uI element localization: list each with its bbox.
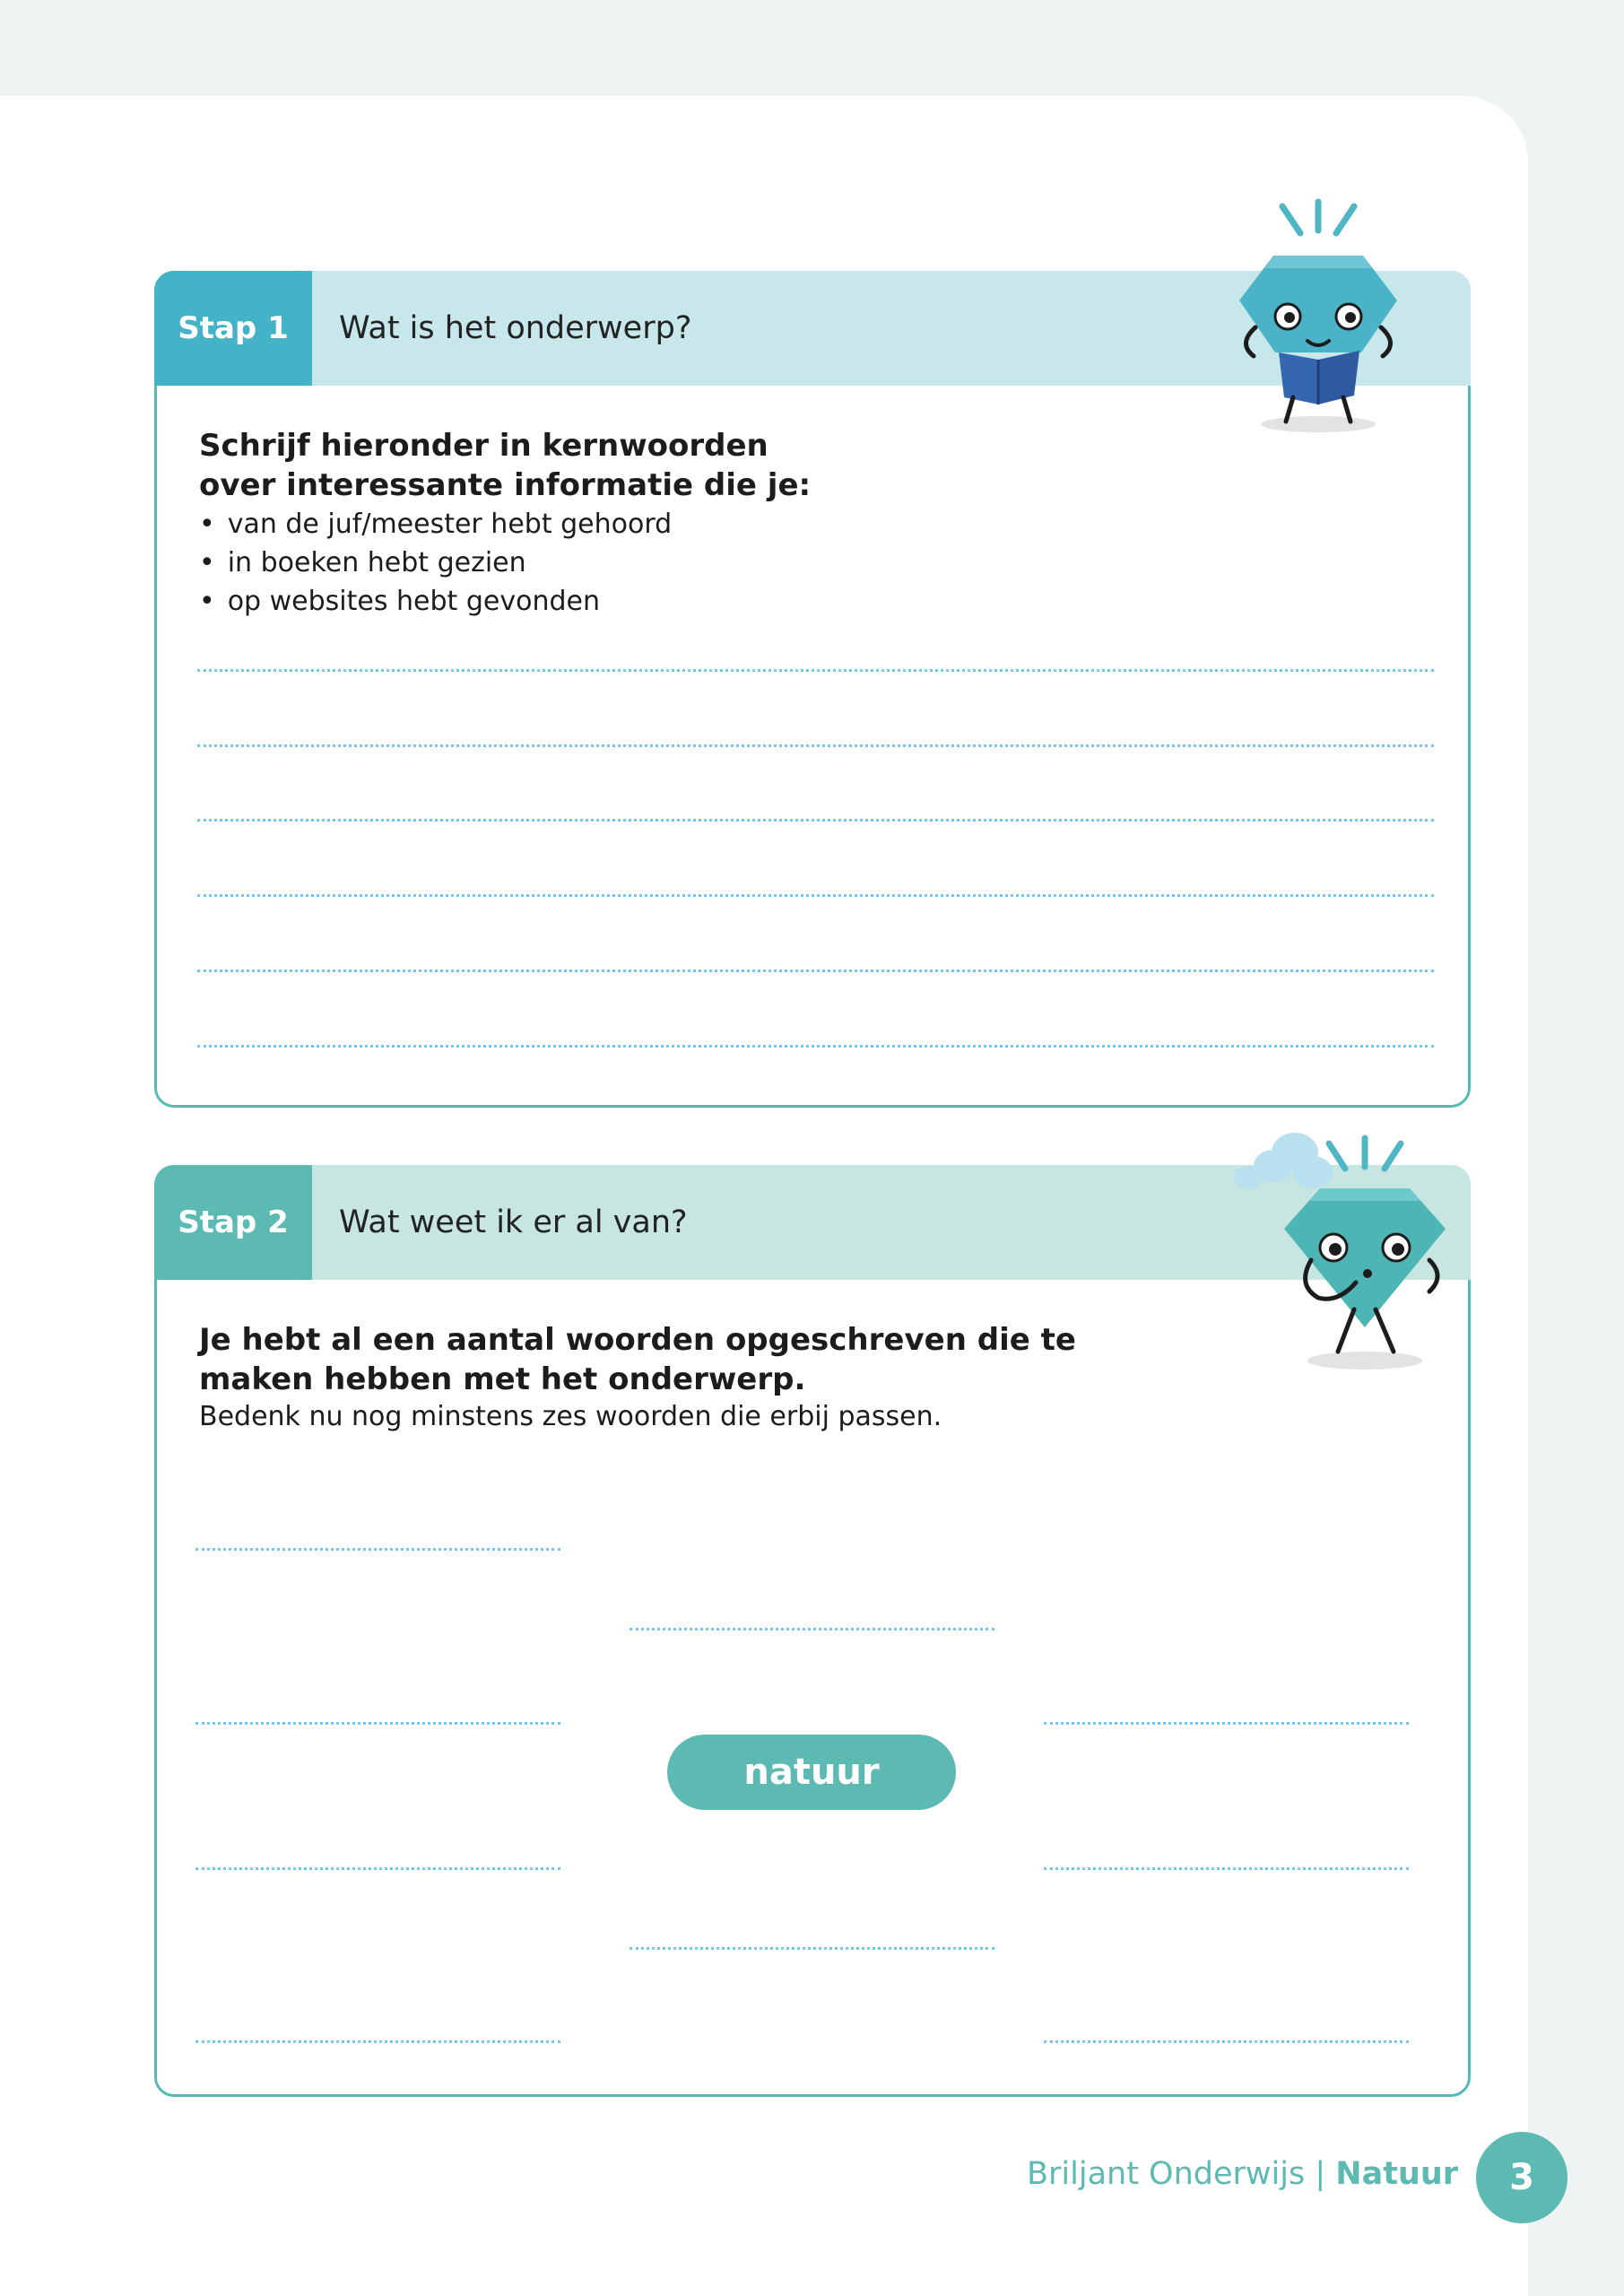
step-1-question: Wat is het onderwerp? [339,310,692,346]
word-line[interactable] [195,1722,560,1725]
step-1-bullet-list [199,505,672,621]
writing-line[interactable] [197,744,1434,747]
bullet-item: • in boeken hebt gezien [199,544,672,582]
step-2-label: Stap 2 [154,1165,312,1280]
word-line[interactable] [1044,1722,1409,1725]
footer [1027,2156,1458,2192]
writing-line[interactable] [197,970,1434,972]
writing-line[interactable] [197,819,1434,822]
writing-line[interactable] [197,894,1434,897]
word-line[interactable] [1044,1867,1409,1870]
word-line[interactable] [195,1548,560,1551]
word-line[interactable] [195,1867,560,1870]
step-2-subinstruction: Bedenk nu nog minstens zes woorden die erbij passen. [199,1401,942,1432]
writing-line[interactable] [197,669,1434,672]
step-2-question: Wat weet ik er al van? [339,1205,688,1240]
reading-mascot-icon [1229,193,1408,439]
word-line[interactable] [630,1947,994,1950]
word-line[interactable] [1044,2040,1409,2043]
step-1-instruction: Schrijf hieronder in kernwoorden over interessante informatie die je: [199,428,812,503]
bullet-item: • op websites hebt gevonden [199,582,672,621]
word-line[interactable] [195,2040,560,2043]
footer-separator: | [1305,2156,1336,2192]
word-line[interactable] [630,1628,994,1631]
thinking-mascot-icon [1230,1126,1455,1377]
writing-line[interactable] [197,1045,1434,1048]
bullet-item: • van de juf/meester hebt gehoord [199,505,672,544]
step-2-instruction: Je hebt al een aantal woorden opgeschreven die te maken hebben met het onderwerp. [199,1322,1076,1397]
page-number: 3 [1476,2132,1568,2223]
footer-subject: Natuur [1335,2156,1459,2192]
step-1-label: Stap 1 [154,271,312,386]
center-word-pill: natuur [667,1735,956,1810]
footer-brand: Briljant Onderwijs [1027,2156,1306,2192]
